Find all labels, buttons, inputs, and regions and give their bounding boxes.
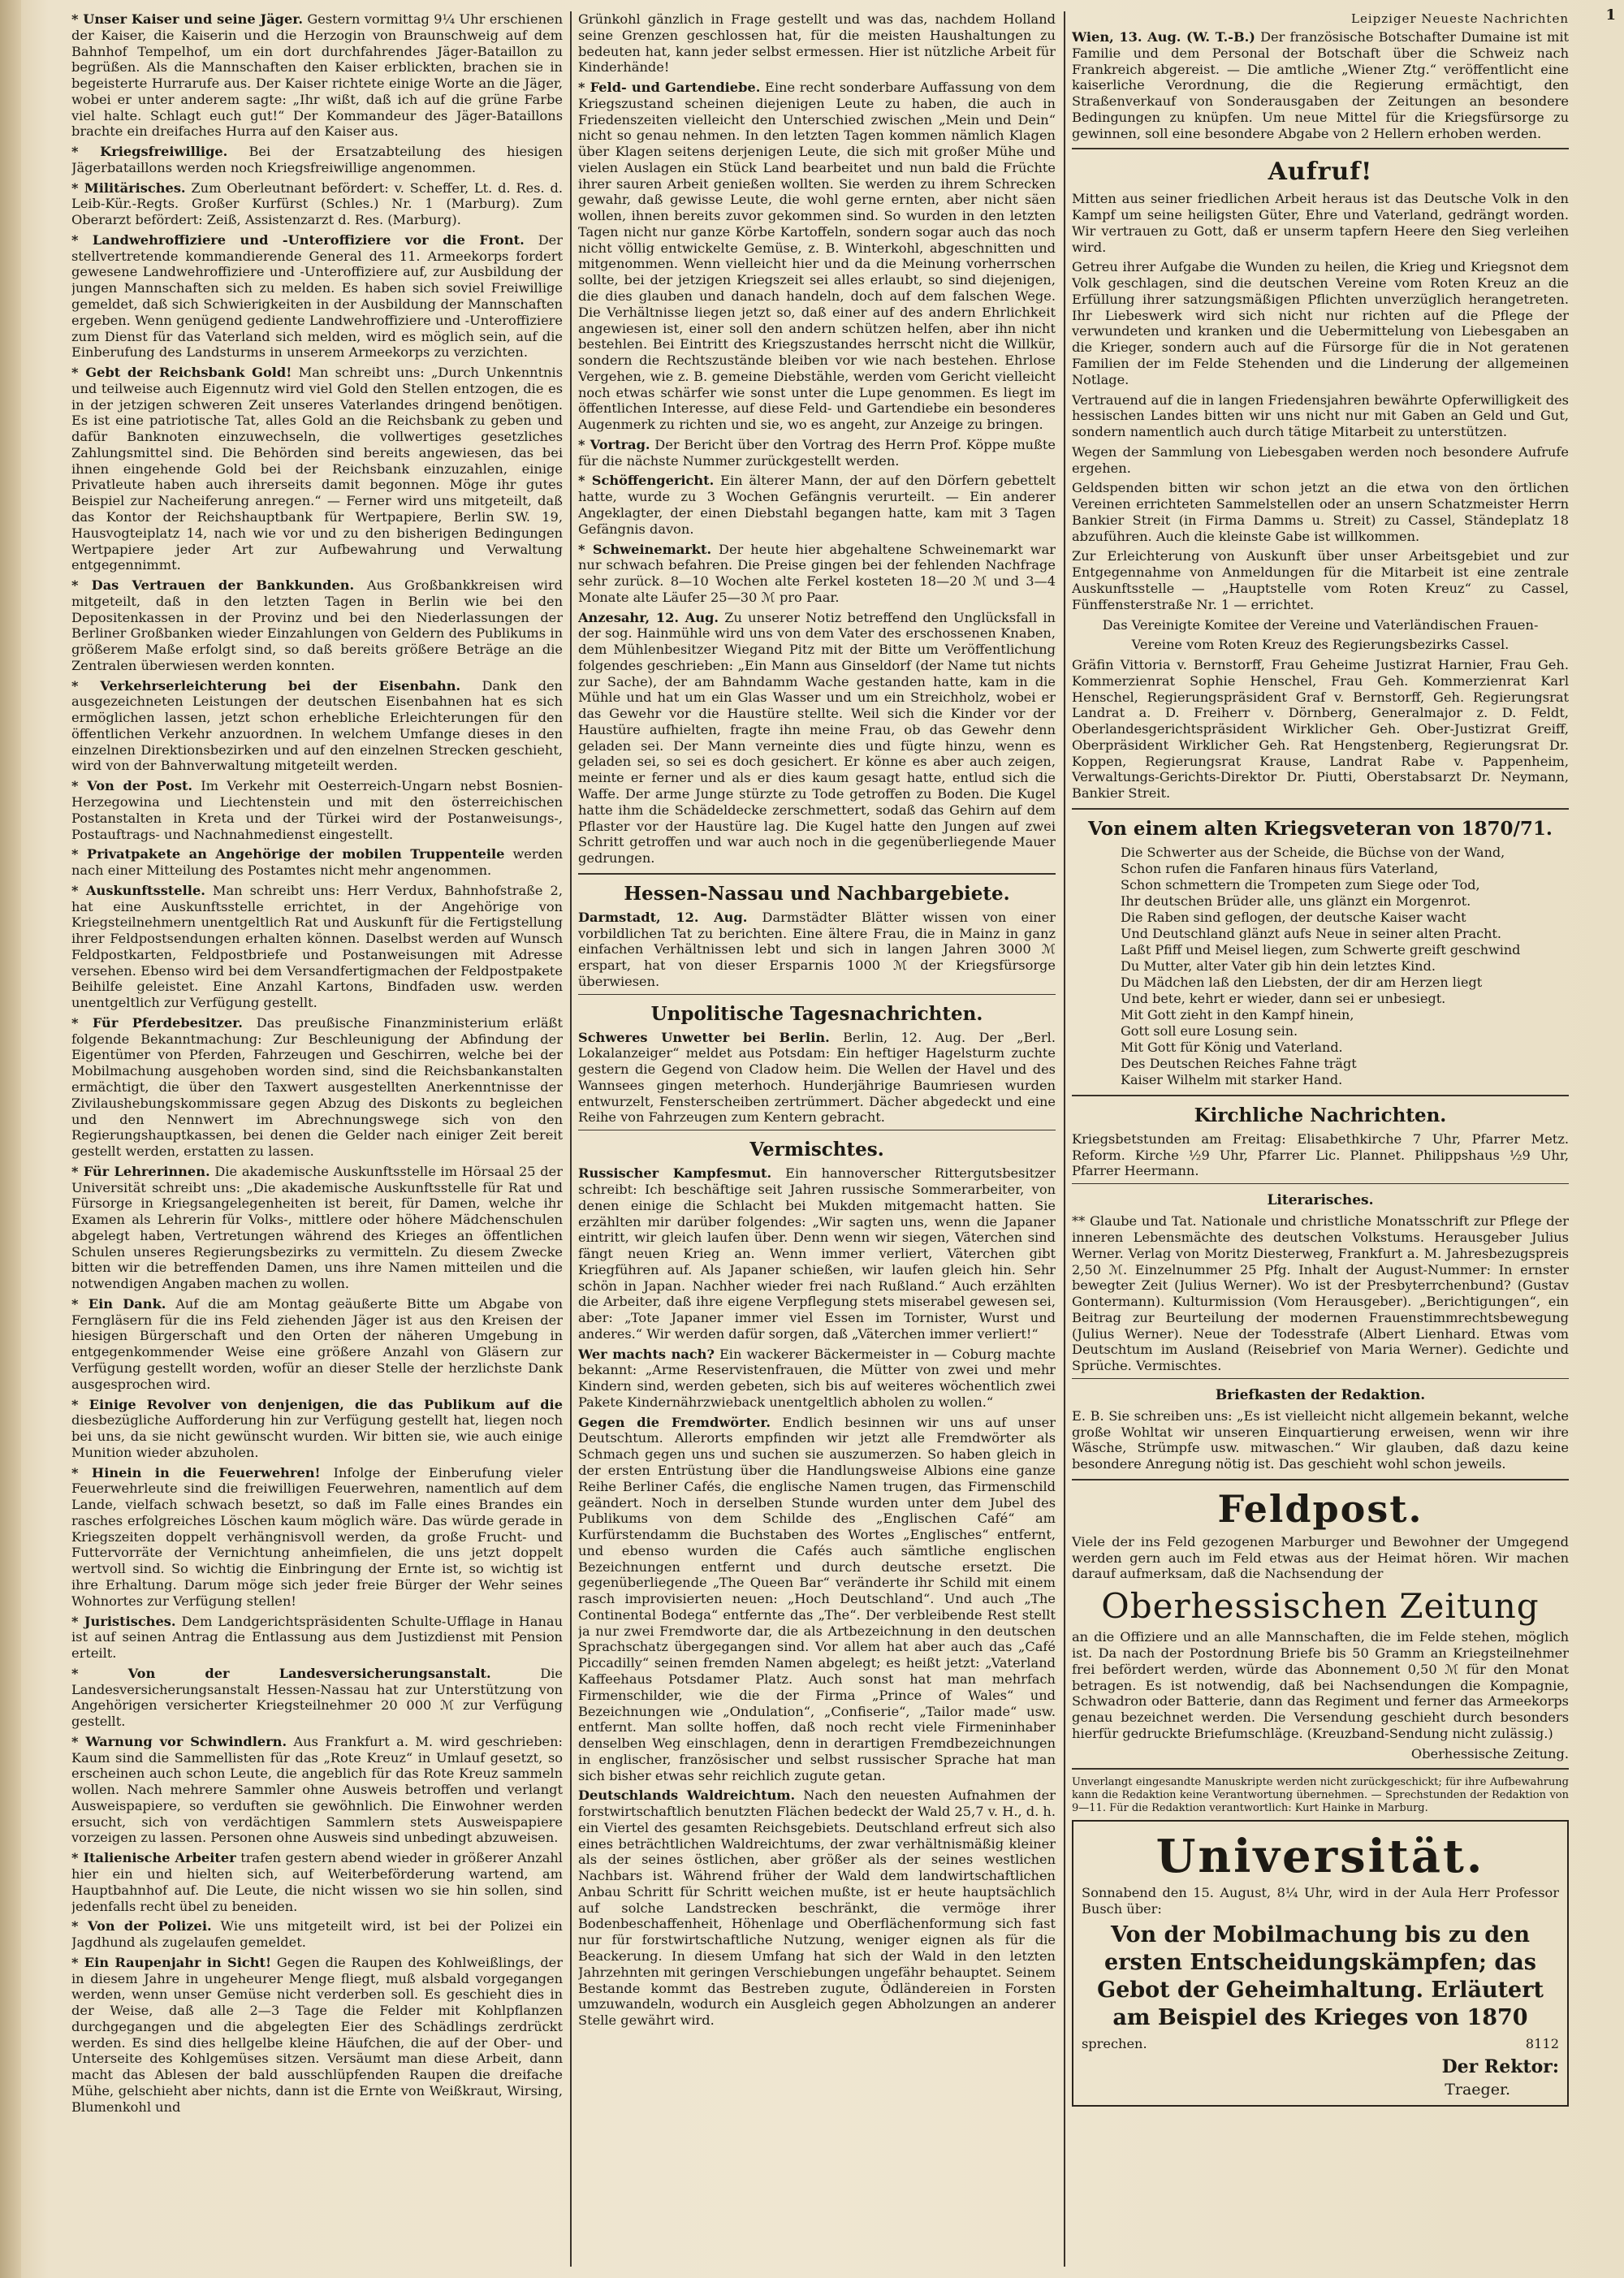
- news-item-headline: * Privatpakete an Angehörige der mobilen Truppenteile: [71, 846, 505, 862]
- feldpost-text: an die Offiziere und an alle Mannschaften, die im Felde stehen, möglich ist. Da nach der Postordnung Briefe bis 50 Gramm an Kriegsteilnehmer frei befördert werden, würde das Abonnement 0,50 ℳ für den Monat betragen. Es ist notwendig, daß bei Nachsendungen die Kompagnie, Schwadron oder Batterie, dann das Regiment und ferner das Armeekorps genau bezeichnet werden. Die Versendung geschieht durch besonders hierfür gedruckte Briefumschläge. (Kreuzband-Sendung nicht zulässig.): [1072, 1629, 1569, 1741]
- running-header: Leipziger Neueste Nachrichten: [1351, 11, 1569, 26]
- news-item: [71, 678, 563, 775]
- news-item-text: Die Landesversicherungsanstalt Hessen-Nassau hat zur Unterstützung von Angehörigen versicherter Kriegsteilnehmer 20 000 ℳ zur Verfügung gestellt.: [71, 1665, 563, 1730]
- news-item-headline: * Ein Dank.: [71, 1295, 166, 1312]
- news-item-headline: * Warnung vor Schwindlern.: [71, 1733, 287, 1749]
- news-item-text: Darmstädter Blätter wissen von einer vorbildlichen Tat zu berichten. Eine ältere Frau, die in Mainz in ganz einfachen Verhältnissen lebt und sich in langen Jahren 3000 ℳ erspart, hat von dieser Ersparnis 1000 ℳ der Kriegsfürsorge überwiesen.: [578, 909, 1056, 989]
- news-item-text: Ein wackerer Bäckermeister in — Coburg machte bekannt: „Arme Reservistenfrauen, die Mütter von zwei und mehr Kindern sind, werden gebeten, sich bis auf weiteres wöchentlich zwei Pakete Kindernährzwieback unentgeltlich abholen zu wollen.“: [578, 1346, 1056, 1410]
- university-title: Universität.: [1155, 1829, 1485, 1883]
- news-item-text: Aus Frankfurt a. M. wird geschrieben: Kaum sind die Sammellisten für das „Rote Kreuz“ in Umlauf gesetzt, so erscheinen auch schon Leute, die angeblich für das Rote Kreuz sammeln wollen. Nach mehrere Sammler ohne Ausweis betroffen und verlangt Ausweispapiere, so verduften sie gewöhnlich. Die Einwohner werden ersucht, sich von verdächtigen Sammlern stets Ausweispapiere vorzeigen zu lassen. Personen ohne Ausweis sind unbedingt abzuweisen.: [71, 1733, 563, 1846]
- poem-line: Des Deutschen Reiches Fahne trägt: [1121, 1055, 1357, 1071]
- divider: [1072, 1378, 1569, 1379]
- news-item-text: Man schreibt uns: Herr Verdux, Bahnhofstraße 2, hat eine Auskunftsstelle errichtet, in der Angehörige von Kriegsteilnehmern unentgeltlich Rat und Auskunft für die Fertigstellung ihrer Feldpostsendungen erhalten können. Daselbst werden auf Wunsch Feldpostkarten, Feldpostbriefe und Postanweisungen mit Adresse versehen. Ebenso wird bei dem Versandfertigmachen der Feldpostpakete Beihilfe geleistet. Eine Anzahl Kartons, Bindfaden usw. werden unentgeltlich zur Verfügung gestellt.: [71, 882, 563, 1011]
- divider: [1072, 808, 1569, 810]
- aufruf-paragraph: Wegen der Sammlung von Liebesgaben werden noch besondere Aufrufe ergehen.: [1072, 443, 1569, 476]
- news-item-text: Im Verkehr mit Oesterreich-Ungarn nebst Bosnien-Herzegowina und Liechtenstein und mit den österreichischen Postanstalten in Kreta und der Türkei wird der Postanweisungs-, Postauftrags- und Nachnahmedienst eingestellt.: [71, 778, 563, 842]
- news-item-text: Bei der Ersatzabteilung des hiesigen Jägerbataillons werden noch Kriegsfreiwillige angenommen.: [71, 144, 563, 175]
- news-item-headline: * Landwehroffiziere und -Unteroffiziere vor die Front.: [71, 231, 525, 248]
- news-item-headline: * Ein Raupenjahr in Sicht!: [71, 1954, 272, 1970]
- news-item: [71, 1164, 563, 1292]
- column-3: [1072, 11, 1569, 2267]
- news-item: [71, 1296, 563, 1393]
- news-item-text: Infolge der Einberufung vieler Feuerwehrleute sind die freiwilligen Feuerwehren, namentlich auf dem Lande, vielfach schwach besetzt, so daß im Falle eines Brandes ein rasches erfolgreiches Löschen kaum möglich wäre. Das würde gerade in Kriegszeiten doppelt verhängnisvoll werden, da große Frucht- und Futtervorräte der Vernichtung anheimfielen, die uns jetzt doppelt wertvoll sind. So wichtig die Einbringung der Ernte ist, so wichtig ist ihre Erhaltung. Darum möge sich jeder freie Bürger der Wehr seines Wohnortes zur Verfügung stellen!: [71, 1464, 563, 1609]
- miscellaneous-news: [578, 1165, 1056, 2029]
- poem-line: Mit Gott zieht in den Kampf hinein,: [1121, 1006, 1354, 1022]
- news-item: [71, 11, 563, 140]
- newspaper-name: Oberhessischen Zeitung: [1101, 1586, 1540, 1627]
- poem-line: Schon rufen die Fanfaren hinaus fürs Vaterland,: [1121, 860, 1439, 876]
- news-item-headline: Russischer Kampfesmut.: [578, 1165, 772, 1182]
- news-item-headline: Gegen die Fremdwörter.: [578, 1414, 771, 1430]
- news-item: [71, 1955, 563, 2116]
- news-item: [71, 180, 563, 228]
- mailbox-heading: Briefkasten der Redaktion.: [1215, 1386, 1426, 1403]
- literary-text: ** Glaube und Tat. Nationale und christliche Monatsschrift zur Pflege der inneren Lebensmächte des deutschen Volkstums. Herausgeber Julius Werner. Verlag von Moritz Diesterweg, Frankfurt a. M. Jahresbezugspreis 2,50 ℳ. Einzelnummer 25 Pfg. Inhalt der August-Nummer: In ernster bewegter Zeit (Julius Werner). Wo ist der Presbyterrchenbund? (Gustav Gontermann). Kulturmission (Vom Herausgeber). „Berichtigungen“, ein Beitrag zur Beurteilung der modernen Frauenstimmrechtsbewegung (Julius Werner). Neue der Todesstrafe (Albert Lienhard. Etwas vom Deutschtum im Ausland (Reisebrief von Maria Werner). Gedichte und Sprüche. Vermischtes.: [1072, 1213, 1569, 1374]
- rektor-label: Der Rektor:: [1441, 2056, 1559, 2078]
- news-item: [578, 910, 1056, 990]
- news-item-text: Nach den neuesten Aufnahmen der forstwirtschaftlich benutzten Flächen bedeckt der Wald 25,7 v. H., d. h. ein Viertel des gesamten Reichsgebiets. Deutschland erfreut sich also eines beträchtlichen Waldreichtums, der zwar verhältnismäßig kleiner als der seines östlichen, aber größer als der seines westlichen Nachbars ist. Während früher der Wald dem landwirtschaftlichen Anbau Schritt für Schritt weichen mußte, ist er heute hauptsächlich auf solche Landstrecken beschränkt, die vermöge ihrer Bodenbeschaffenheit, Höhenlage und Oberflächenformung sich fast nur für forstwirtschaftliche Nutzung, weniger eignen als für die Beackerung. In diesem Umfang hat sich der Wald in den letzten Jahrzehnten mit geringen Verschiebungen ungefähr behauptet. Seinem Bestande kommt das Bestreben zugute, Ödländereien in Forsten umzuwandeln, wodurch ein Ausgleich gegen Abholzungen an anderer Stelle gewährt wird.: [578, 1787, 1056, 2029]
- university-lecture-title: Von der Mobilmachung bis zu den ersten Entscheidungskämpfen; das Gebot der Geheimhaltung. Erläutert am Beispiel des Krieges von 1870: [1097, 1922, 1544, 2030]
- news-item-headline: * Unser Kaiser und seine Jäger.: [71, 11, 303, 27]
- aufruf-paragraph: Mitten aus seiner friedlichen Arbeit heraus ist das Deutsche Volk in den Kampf um seine heiligsten Güter, Ehre und Vaterland, gedrängt worden. Wir vertrauen zu Gott, daß er unserm tapfern Heere den Sieg verleihen wird.: [1072, 191, 1569, 255]
- poem-line: Du Mädchen laß den Liebsten, der dir am Herzen liegt: [1121, 974, 1483, 990]
- section-heading-unpolitical: Unpolitische Tagesnachrichten.: [650, 1002, 983, 1025]
- unpolitical-news: [578, 1030, 1056, 1126]
- news-item: [578, 610, 1056, 867]
- news-item: [578, 1787, 1056, 2028]
- divider: [578, 994, 1056, 995]
- poem-line: Du Mutter, alter Vater gib hin dein letztes Kind.: [1121, 957, 1436, 974]
- poem-line: Laßt Pfiff und Meisel liegen, zum Schwerte greift geschwind: [1121, 941, 1521, 957]
- news-item-text: Dem Landgerichtspräsidenten Schulte-Ufflage in Hanau ist auf seinen Antrag die Entlassung aus dem Justizdienst mit Pension erteilt.: [71, 1613, 563, 1662]
- aufruf-signature-2: Vereine vom Roten Kreuz des Regierungsbezirks Cassel.: [1131, 637, 1510, 653]
- news-item-headline: Schweres Unwetter bei Berlin.: [578, 1029, 830, 1045]
- news-item-headline: * Militärisches.: [71, 179, 186, 196]
- news-item-text: Aus Großbankkreisen wird mitgeteilt, daß in den letzten Tagen in Berlin wie bei den Depositenkassen in der Provinz und bei den Niederlassungen der Berliner Großbanken wieder Einzahlungen von Geldern des Publikums in größerem Maße erfolgt sind, so daß bereits größere Beträge an die Zentralen überwiesen werden konnten.: [71, 577, 563, 673]
- aufruf-names: Gräfin Vittoria v. Bernstorff, Frau Geheime Justizrat Harnier, Frau Geh. Kommerzienrat Sophie Henschel, Frau Geh. Kommerzienrat Karl Henschel, Regierungspräsident Graf v. Bernstorff, Geh. Regierungsrat Landrat a. D. Freiherr v. Dörnberg, Generalmajor z. D. Feldt, Oberlandesgerichtspräsident Wirklicher Geh. Ober-Justizrat Greiff, Oberpräsident Wirklicher Geh. Rat Hengstenberg, Regierungsrat Dr. Koppen, Regierungsrat Krause, Landrat Rabe v. Pappenheim, Verwaltungs-Gerichts-Direktor Dr. Piutti, Oberstabsarzt Dr. Neymann, Bankier Streit.: [1072, 657, 1569, 802]
- news-item-text: werden nach einer Mitteilung des Postamtes nicht mehr angenommen.: [71, 846, 563, 879]
- col2-local-news: [578, 80, 1056, 867]
- vienna-dateline: Wien, 13. Aug. (W. T.-B.): [1072, 29, 1255, 45]
- divider: [1072, 1183, 1569, 1184]
- news-item: [71, 883, 563, 1011]
- column-rule-2: [1064, 11, 1065, 2267]
- news-item-text: Man schreibt uns: „Durch Unkenntnis und teilweise auch Eigennutz wird viel Gold den Stellen entzogen, die es in der jetzigen schweren Zeit unseres Vaterlandes dringend benötigen. Es ist eine patriotische Tat, alles Gold an die Reichsbank zu geben und dafür Banknoten einzuwechseln, die vollwertiges gesetzliches Zahlungsmittel sind. Die Behörden sind bereits angewiesen, das bei ihnen eingehende Gold bei der Reichsbank einzuzahlen, einige Privatleute haben auch ihrerseits damit begonnen. Möge ihr gutes Beispiel zur Nacheiferung anregen.“ — Ferner wird uns mitgeteilt, daß das Kontor der Reichshauptbank für Wertpapiere, Berlin SW. 19, Hausvogteiplatz 14, nach wie vor und zu den bisherigen Bedingungen Wertpapiere jeder Art zur Aufbewahrung und Verwaltung entgegennimmt.: [71, 365, 563, 573]
- church-news-text: Kriegsbetstunden am Freitag: Elisabethkirche 7 Uhr, Pfarrer Metz. Reform. Kirche ½9 Uhr, Pfarrer Lic. Plannet. Philippshaus ½9 Uhr, Pfarrer Heermann.: [1072, 1130, 1569, 1179]
- news-item-text: Eine recht sonderbare Auffassung von dem Kriegszustand scheinen diejenigen Leute zu haben, die auch in Friedenszeiten vielleicht den Unterschied zwischen „Mein und Dein“ nicht so genau nehmen. In den letzten Tagen kommen nämlich Klagen über Klagen seitens derjenigen Leute, die sich mit großer Mühe und vielen Auslagen ein Stück Land bearbeitet und nun bald die Früchte ihrer sauren Arbeit genießen wollten. Sie werden zu ihrem Schrecken gewahr, daß gewisse Leute, die wohl gerne ernten, aber nicht säen wollen, ihnen bereits zuvor gekommen sind. So wurden in den letzten Tagen nicht nur ganze Körbe Kartoffeln, sondern sogar auch das noch nicht völlig entwickelte Gemüse, z. B. Winterkohl, abgeschnitten und mitgenommen. Wenn vielleicht hier und da die Meinung vorherrschen sollte, bei der jetzigen Kriegszeit sei alles erlaubt, so sind diejenigen, die dies glauben und danach handeln, doch auf dem falschen Wege. Die Verhältnisse liegen jetzt so, daß einer auf des andern Ehrlichkeit angewiesen ist, einer soll den andern schützen helfen, aber ihn nicht bestehlen. Bei Eintritt des Kriegszustandes herrscht nicht die Willkür, sondern die Rechtszustände bleiben vor wie nach bestehen. Ehrlose Vergehen, wie z. B. gemeine Diebstähle, werden vom Gericht vielleicht noch etwas schärfer wie sonst unter die Lupe genommen. Es liegt im öffentlichen Interesse, auf diese Feld- und Gartendiebe ein besonderes Augenmerk zu richten und sie, wo es angeht, zur Anzeige zu bringen.: [578, 80, 1056, 433]
- university-speak: sprechen.: [1082, 2036, 1147, 2052]
- aufruf-body: [1072, 191, 1569, 612]
- divider: [1072, 148, 1569, 149]
- news-item-headline: * Feld- und Gartendiebe.: [578, 80, 761, 96]
- news-item: [71, 778, 563, 842]
- poem-line: Und Deutschland glänzt aufs Neue in seiner alten Pracht.: [1121, 925, 1501, 941]
- divider: [1072, 1479, 1569, 1480]
- news-item: [71, 577, 563, 674]
- news-item-headline: * Gebt der Reichsbank Gold!: [71, 365, 292, 381]
- news-item: [71, 1015, 563, 1160]
- news-item: [71, 846, 563, 879]
- news-item-headline: * Auskunftsstelle.: [71, 882, 205, 898]
- news-item-text: trafen gestern abend wieder in größerer Anzahl hier ein und hielten sich, auf Weiterbeförderung wartend, am Hauptbahnhof auf. Die Leute, die nicht wissen wo sie hin sollen, sind jedenfalls recht übel zu beneiden.: [71, 1850, 563, 1914]
- news-item: [578, 1346, 1056, 1411]
- news-item-headline: * Das Vertrauen der Bankkunden.: [71, 577, 355, 594]
- aufruf-paragraph: Geldspenden bitten wir schon jetzt an die etwa von den örtlichen Vereinen errichteten Sammelstellen oder an unsern Schatzmeister Herrn Bankier Streit (in Firma Damms u. Streit) zu Cassel, Ständeplatz 18 abzuführen. Auch die kleinste Gabe ist willkommen.: [1072, 480, 1569, 544]
- news-item-headline: * Von der Landesversicherungsanstalt.: [71, 1665, 491, 1681]
- feldpost-title: Feldpost.: [1217, 1486, 1423, 1531]
- news-item-headline: * Für Lehrerinnen.: [71, 1163, 210, 1179]
- news-item-headline: Deutschlands Waldreichtum.: [578, 1787, 796, 1804]
- university-footer: [1082, 2036, 1559, 2052]
- vienna-text: Der französische Botschafter Dumaine ist mit Familie und dem Personal der Botschaft über die Schweiz nach Frankreich abgereist. — Die amtliche „Wiener Ztg.“ veröffentlicht eine kaiserliche Verordnung, die die Regierung ermächtigt, den Straßenverkauf von Sonderausgaben der Zeitungen an besondere Bedingungen zu knüpfen. Um neue Mittel für die Kriegsfürsorge zu gewinnen, soll eine besondere Abgabe von 2 Hellern erhoben werden.: [1072, 29, 1569, 141]
- aufruf-paragraph: Zur Erleichterung von Auskunft über unser Arbeitsgebiet und zur Entgegennahme von Anmeldungen für die Mitarbeit ist eine zentrale Auskunftsstelle — „Hauptstelle vom Roten Kreuz“ zu Cassel, Fünffensterstraße Nr. 1 — errichtet.: [1072, 548, 1569, 612]
- news-item-headline: * Schweinemarkt.: [578, 541, 712, 557]
- column-1: [71, 11, 563, 2267]
- divider: [1072, 1768, 1569, 1770]
- news-item: [71, 1734, 563, 1846]
- aufruf-heading: Aufruf!: [1268, 158, 1373, 187]
- news-item-text: Ein hannoverscher Rittergutsbesitzer schreibt: Ich beschäftige seit Jahren russische Sommerarbeiter, von denen einige die Schlacht bei Mukden mitgemacht hatten. Sie erzählten mir darüber folgendes: „Wir sagten uns, wenn die Japaner eintritt, wir gleich laufen über. Denn wenn wir siegen, Väterchen sind fängt neuen Krieg an. Wenn immer verliert, Väterchen gibt Kriegführen auf. Als Japaner schießen, wir laufen gleich hin. Sehr schön in Japan. Nachher wieder frei nach Rußland.“ Auch erzählten die Arbeiter, daß ihre eigene Verpflegung stets miserabel gewesen sei, aber: „Tote Japaner immer viel Essen im Tornister, Wurst und anderes.“ Wir werden dafür sorgen, daß „Väterchen immer verliert!“: [578, 1165, 1056, 1342]
- news-item-headline: * Schöffengericht.: [578, 473, 715, 489]
- poem: [1072, 845, 1569, 1088]
- news-item-text: Gegen die Raupen des Kohlweißlings, der in diesem Jahre in ungeheurer Menge fliegt, muß alsbald vorgegangen werden, wenn unser Gemüse nicht verderben soll. Es geschieht dies in der Weise, daß alle 2—3 Tage die Felder mit Kohlpflanzen durchgegangen und die abgelegten Eier des Schädlings zerdrückt werden. Es sind dies hellgelbe kleine Häufchen, die auf der Ober- und Unterseite des Kohlgemüses sitzen. Versäumt man diese Arbeit, dann macht das Ablesen der bald ausschlüpfenden Raupen die dreifache Mühe, gelschieht aber nichts, dann ist die Ernte von Weißkraut, Wirsing, Blumenkohl und: [71, 1954, 563, 2115]
- hessen-news: [578, 910, 1056, 990]
- news-item-headline: * Italienische Arbeiter: [71, 1850, 236, 1866]
- news-item: [71, 1918, 563, 1951]
- church-news-heading: Kirchliche Nachrichten.: [1194, 1104, 1447, 1126]
- news-item-text: diesbezügliche Aufforderung hin zur Verfügung gestellt hat, liegen noch bei uns, da sie nicht gewünscht wurden. Wir bitten sie, wie auch einige Munition wieder abzuholen.: [71, 1412, 563, 1460]
- news-item-text: Das preußische Finanzministerium erläßt folgende Bekanntmachung: Zur Beschleunigung der Abfindung der Eigentümer von Pferden, Fahrzeugen und Geschirren, welche bei der Mobilmachung ausgehoben worden sind, sind die Reichsbankanstalten ermächtigt, die über den Taxwert ausgestellten Anerkenntnisse der Zivilaushebungskommissare gegen Abzug des Diskonts zu begleichen und den Nennwert im Abrechnungswege sich von den Regierungshauptkassen, bei denen die Gelder nach einiger Zeit bereit gestellt werden, erstatten zu lassen.: [71, 1014, 563, 1160]
- feldpost-lead: Viele der ins Feld gezogenen Marburger und Bewohner der Umgegend werden gern auch im Feld etwas aus der Heimat hören. Wir machen darauf aufmerksam, daß die Nachsendung der: [1072, 1533, 1569, 1582]
- aufruf-paragraph: Getreu ihrer Aufgabe die Wunden zu heilen, die Krieg und Kriegsnot dem Volk geschlagen, sind die deutschen Vereine vom Roten Kreuz an die Erfüllung ihrer satzungsmäßigen Pflichten unverzüglich herangetreten. Ihr Liebeswerk wird sich nicht nur richten auf die Pflege der verwundeten und kranken und die Uebermittelung von Liebesgaben an die Krieger, sondern auch auf die Fürsorge für die in Not geratenen Familien der im Felde Stehenden und die Linderung der allgemeinen Notlage.: [1072, 259, 1569, 387]
- news-item-headline: Darmstadt, 12. Aug.: [578, 909, 748, 925]
- column-rule-1: [570, 11, 572, 2267]
- news-item-headline: * Einige Revolver von denjenigen, die das Publikum auf die: [71, 1396, 563, 1412]
- aufruf-paragraph: Vertrauend auf die in langen Friedensjahren bewährte Opferwilligkeit des hessischen Landes bitten wir uns nicht nur mit Gaben an Geld und Gut, sondern namentlich auch durch tätige Mitarbeit zu unterstützen.: [1072, 391, 1569, 440]
- poem-line: Die Schwerter aus der Scheide, die Büchse von der Wand,: [1121, 844, 1505, 860]
- news-item-text: Berlin, 12. Aug. Der „Berl. Lokalanzeiger“ meldet aus Potsdam: Ein heftiger Hagelsturm zuchte gestern die Gegend von Cladow heim. Die Wellen der Havel und des Wannsees gingen meterhoch. Hunderjährige Baumriesen wurden entwurzelt, Fensterscheiben zertrümmert. Dächer abgedeckt und eine Reihe von Fahrzeugen zum Kentern gebracht.: [578, 1029, 1056, 1126]
- news-item-text: Gestern vormittag 9¼ Uhr erschienen der Kaiser, die Kaiserin und die Herzogin von Braunschweig auf dem Bahnhof Tempelhof, um ein dort durchfahrendes Jäger-Bataillon zu begrüßen. Als die Mannschaften den Kaiser erblickten, brachen sie in begeisterte Hurrarufe aus. Der Kaiser richtete einige Worte an die Jäger, wobei er unter anderem sagte: „Ihr wißt, daß ich auf die grüne Farbe viel halte. Schlagt euch gut!“ Der Kommandeur des Jäger-Bataillons brachte ein dreifaches Hurra auf den Kaiser aus.: [71, 11, 563, 140]
- news-item: [71, 1850, 563, 1914]
- news-item-text: Zum Oberleutnant befördert: v. Scheffer, Lt. d. Res. d. Leib-Kür.-Regts. Großer Kurfürst (Schles.) Nr. 1 (Marburg). Zum Oberarzt befördert: Zeiß, Assistenzarzt d. Res. (Marburg).: [71, 179, 563, 228]
- news-item: [71, 365, 563, 573]
- divider: [578, 873, 1056, 875]
- editorial-notice: Unverlangt eingesandte Manuskripte werden nicht zurückgeschickt; für ihre Aufbewahrung kann die Redaktion keine Verantwortung übernehmen. — Sprechstunden der Redaktion von 9—11. Für die Redaktion verantwortlich: Kurt Hainke in Marburg.: [1072, 1776, 1569, 1815]
- aufruf-signature-1: Das Vereinigte Komitee der Vereine und Vaterländischen Frauen-: [1102, 616, 1539, 633]
- news-item: [71, 232, 563, 361]
- news-item: [71, 1614, 563, 1662]
- news-item-headline: * Hinein in die Feuerwehren!: [71, 1464, 321, 1480]
- poem-line: Und bete, kehrt er wieder, dann sei er unbesiegt.: [1121, 990, 1446, 1006]
- news-item-text: Die akademische Auskunftsstelle im Hörsaal 25 der Universität schreibt uns: „Die akademische Auskunftsstelle für Rat und Fürsorge in Kriegsangelegenheiten ist bereit, für Damen, welche ihr Examen als Lehrerin für Volks-, mittlere oder höhere Mädchenschulen abgelegt haben, Vertretungen während des Krieges an öffentlichen Schulen unseres Regierungsbezirks zu vermitteln. Zu diesem Zwecke bitten wir die betreffenden Damen, uns ihre Namen mitteilen und die notwendigen Angaben machen zu wollen.: [71, 1163, 563, 1292]
- news-item: [578, 1030, 1056, 1126]
- news-item: [71, 1465, 563, 1610]
- university-announcement: [1072, 1820, 1569, 2107]
- news-item-headline: * Juristisches.: [71, 1613, 176, 1629]
- news-item-headline: * Kriegsfreiwillige.: [71, 144, 228, 160]
- news-item: [71, 1397, 563, 1461]
- page-fold-shadow: [0, 0, 21, 2278]
- poem-line: Gott soll eure Losung sein.: [1121, 1022, 1298, 1039]
- news-item: [578, 80, 1056, 433]
- mailbox-text: E. B. Sie schreiben uns: „Es ist vielleicht nicht allgemein bekannt, welche große Wohltat wir unseren Einquartierung erweisen, wenn wir ihre Wäsche, Strümpfe usw. mitwaschen.“ Wir glauben, daß dazu keine besondere Anregung nötig ist. Das geschieht wohl schon jeweils.: [1072, 1407, 1569, 1472]
- poem-line: Die Raben sind geflogen, der deutsche Kaiser wacht: [1121, 909, 1466, 925]
- news-item: [578, 1415, 1056, 1784]
- section-heading-miscellaneous: Vermischtes.: [749, 1139, 884, 1161]
- news-item-text: Der Bericht über den Vortrag des Herrn Prof. Köppe mußte für die nächste Nummer zurückgestellt werden.: [578, 436, 1056, 469]
- news-item-text: Dank den ausgezeichneten Leistungen der deutschen Eisenbahnen hat es sich ermöglichen lassen, jetzt schon erhebliche Erleichterungen für den öffentlichen Verkehr anzuordnen. In welchem Umfange dieses in den einzelnen Direktionsbezirken und auf den einzelnen Strecken geschieht, wird von der Bahnverwaltung mitgeteilt werden.: [71, 677, 563, 774]
- news-item-headline: * Verkehrserleichterung bei der Eisenbahn.: [71, 677, 461, 694]
- news-item-text: Endlich besinnen wir uns auf unser Deutschtum. Allerorts empfinden wir jetzt alle Fremdwörter als Schmach gegen uns und suchen sie auszumerzen. So haben gleich in der ersten Entrüstung über die Handlungsweise Albions eine ganze Reihe Berliner Cafés, die englische Namen trugen, das Firmenschild geändert. Noch in derselben Stunde wurden unter dem Jubel des Publikums von dem Schilde des „Englischen Café“ am Kurfürstendamm die Buchstaben des Wortes „Englisches“ entfernt, und ebenso wurden die Cafés auch sämtliche englischen Bezeichnungen entfernt und durch deutsche ersetzt. Die gegenüberliegende „The Queen Bar“ veränderte ihr Schild mit einem rasch improvisierten neuen: „Hoch Deutschland“. Und auch „The Continental Bodega“ entfernte das „The“. Der verbleibende Rest stellt ja nur zwei Fremdworte dar, die als Artbezeichnung in den deutschen Sprachschatz übergegangen sind. Vor allem hat aber auch das „Café Piccadilly“ seinen fremden Namen abgelegt; es heißt jetzt: „Vaterland Kaffeehaus Potsdamer Platz. Auch sonst hat man mehrfach Firmenschilder, wie die der Firma „Prince of Wales“ und Bezeichnungen wie „Ondulation“, „Confiserie“, „Tailor made“ usw. entfernt. Man sollte hoffen, daß noch recht viele Firmeninhaber denselben Weg einschlagen, denn in derartigen Fremdbezeichnungen in englischer, französischer und selbst russischer Sprache hat man sich bisher etwas sehr reichlich zugute getan.: [578, 1414, 1056, 1783]
- news-item: [578, 473, 1056, 537]
- news-item-text: Der heute hier abgehaltene Schweinemarkt war nur schwach befahren. Die Preise gingen bei der fehlenden Nachfrage sehr zurück. 8—10 Wochen alte Ferkel kosteten 18—20 ℳ und 3—4 Monate alte Läufer 25—30 ℳ pro Paar.: [578, 541, 1056, 605]
- section-heading-hessen: Hessen-Nassau und Nachbargebiete.: [624, 882, 1010, 905]
- news-item-headline: * Vortrag.: [578, 436, 650, 452]
- news-item-text: Wie uns mitgeteilt wird, ist bei der Polizei ein Jagdhund als zugelaufen gemeldet.: [71, 1918, 563, 1951]
- news-item: [71, 144, 563, 176]
- news-item-headline: * Für Pferdebesitzer.: [71, 1014, 243, 1031]
- vienna-report: [1072, 29, 1569, 141]
- poem-line: Ihr deutschen Brüder alle, uns glänzt ein Morgenrot.: [1121, 893, 1471, 909]
- poem-heading: Von einem alten Kriegsveteran von 1870/71.: [1088, 817, 1553, 840]
- column-2: [578, 11, 1056, 2267]
- literary-heading: Literarisches.: [1267, 1192, 1374, 1209]
- poem-line: Schon schmettern die Trompeten zum Siege oder Tod,: [1121, 876, 1480, 893]
- news-item-headline: Anzesahr, 12. Aug.: [578, 609, 719, 625]
- poem-line: Mit Gott für König und Vaterland.: [1121, 1039, 1343, 1055]
- page-number: 1: [1605, 6, 1616, 24]
- divider: [1072, 1095, 1569, 1096]
- rektor-name: Traeger.: [1445, 2081, 1510, 2099]
- news-item: [578, 437, 1056, 469]
- news-item-headline: * Von der Post.: [71, 778, 193, 794]
- news-item-text: Zu unserer Notiz betreffend den Unglücksfall in der sog. Hainmühle wird uns von dem Vater des erschossenen Knaben, dem Mühlenbesitzer Wiegand Pitz mit der Bitte um Veröffentlichung folgendes geschrieben: „Ein Mann aus Ginseldorf (der Name tut nichts zur Sache), der am Bahndamm Wache gestanden hatte, kam in die Mühle und hat um ein Glas Wasser und um ein Streichholz, wobei er das Gewehr vor die Haustüre stellte. Weil sich die Kinder vor der Haustüre aufhielten, fragte ihn meine Frau, ob das Gewehr denn geladen sei. Der Mann verneinte dies und fügte hinzu, wenn es geladen sei, so sei es doch gesichert. Er könne es aber auch zeigen, meinte er ferner und als er dies kaum gesagt hatte, entlud sich die Waffe. Der arme Junge stürzte zu Tode getroffen zu Boden. Die Kugel hatte ihm die Schädeldecke zerschmettert, sodaß das Gehirn auf dem Pflaster vor der Haustüre lag. Die Kugel hatte den Jungen auf zwei Schritt getroffen und war auch noch in die gegenüberliegende Mauer gedrungen.: [578, 609, 1056, 867]
- poem-line: Kaiser Wilhelm mit starker Hand.: [1121, 1071, 1343, 1087]
- ad-number: 8112: [1525, 2036, 1559, 2052]
- news-item: [71, 1666, 563, 1730]
- university-when: Sonnabend den 15. August, 8¼ Uhr, wird in der Aula Herr Professor Busch über:: [1082, 1884, 1559, 1917]
- news-item-text: Ein älterer Mann, der auf den Dörfern gebettelt hatte, wurde zu 3 Wochen Gefängnis verurteilt. — Ein anderer Angeklagter, der einen Diebstahl begangen hatte, kam mit 3 Tagen Gefängnis davon.: [578, 473, 1056, 537]
- news-item: [578, 542, 1056, 606]
- news-item-text: Der stellvertretende kommandierende General des 11. Armeekorps fordert gewesene Landwehroffiziere und -Unteroffiziere auf, zur Ausbildung der jungen Mannschaften sich zu melden. Es haben sich soviel Freiwillige gemeldet, daß sich Schwierigkeiten in der Ausbildung der Mannschaften ergeben. Wenn genügend gediente Landwehroffiziere und -Unteroffiziere zum Dienst für das Vaterland sich melden, wird es möglich sein, auf die Einberufung des Landsturms in unserem Armeekorps zu verzichten.: [71, 231, 563, 361]
- news-item-text: Auf die am Montag geäußerte Bitte um Abgabe von Ferngläsern für die ins Feld ziehenden Jäger ist aus den Kreisen der hiesigen Bürgerschaft und den Orten der näheren Umgebung in entgegenkommender Weise eine größere Anzahl von Gläsern zur Verfügung gestellt worden, wofür an dieser Stelle der herzlichste Dank ausgesprochen wird.: [71, 1295, 563, 1392]
- news-item-headline: Wer machts nach?: [578, 1346, 715, 1362]
- col2-intro: Grünkohl gänzlich in Frage gestellt und was das, nachdem Holland seine Grenzen geschlossen hat, für die meisten Haushaltungen zu bedeuten hat, kann jeder selbst ermessen. Hier ist nützliche Arbeit für Kinderhände!: [578, 11, 1056, 76]
- news-item-headline: * Von der Polizei.: [71, 1918, 212, 1934]
- feldpost-signature: Oberhessische Zeitung.: [1410, 1745, 1569, 1761]
- news-item: [578, 1165, 1056, 1342]
